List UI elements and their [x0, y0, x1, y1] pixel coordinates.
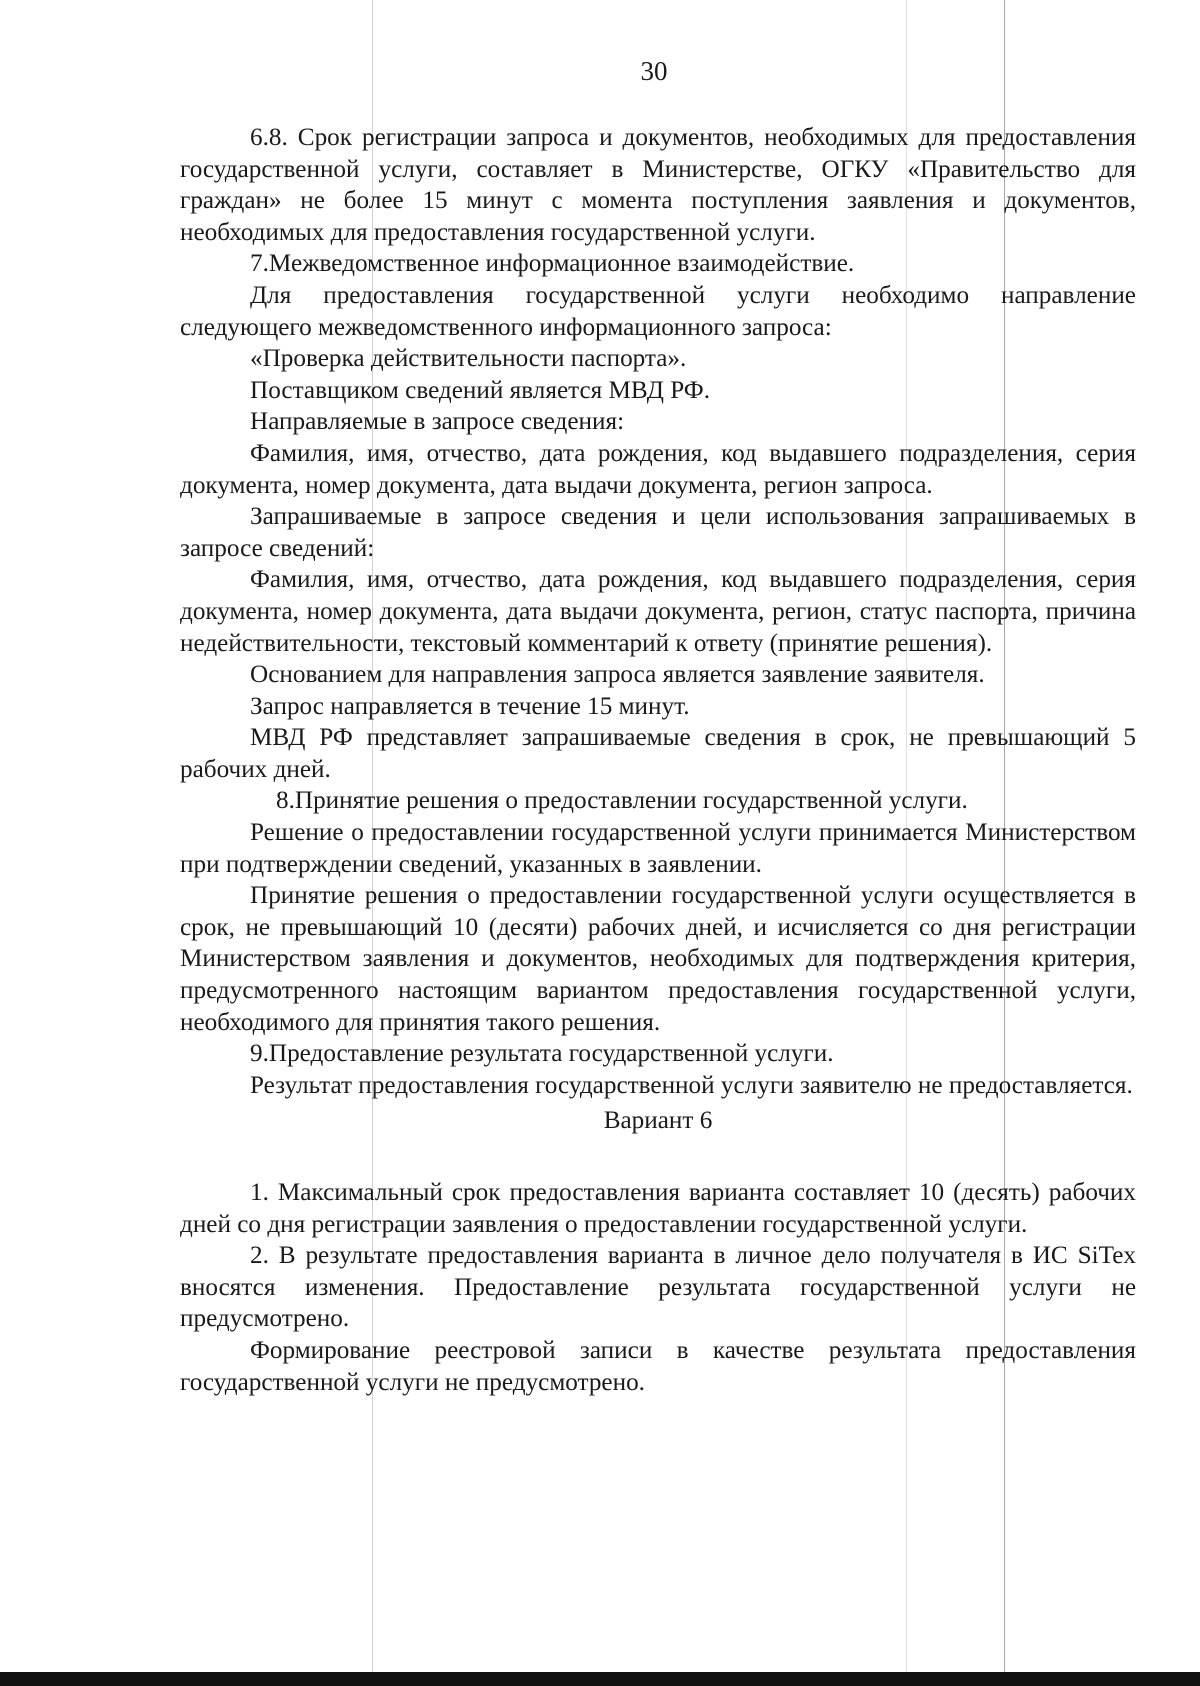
paragraph: Направляемые в запросе сведения:	[250, 408, 625, 436]
paragraph: Запрос направляется в течение 15 минут.	[250, 692, 690, 720]
variant-heading: Вариант 6	[603, 1107, 713, 1135]
paragraph: Решение о предоставлении государственной услуги принимается Министерством при подтверждении сведений, указанных в заявлении.	[180, 819, 1136, 878]
paragraph: 1. Максимальный срок предоставления варианта составляет 10 (десять) рабочих дней со дня регистрации заявления о предоставлении государственной услуги.	[180, 1179, 1136, 1238]
section-7-title: 7.Межведомственное информационное взаимодействие.	[250, 250, 855, 278]
scan-bottom-edge	[0, 1672, 1200, 1686]
paragraph: 2. В результате предоставления варианта в личное дело получателя в ИС SiTex вносятся изменения. Предоставление результата государственной услуги не предусмотрено.	[180, 1242, 1136, 1333]
section-9-title: 9.Предоставление результата государственной услуги.	[250, 1040, 834, 1068]
paragraph-6-8: 6.8. Срок регистрации запроса и документов, необходимых для предоставления государственной услуги, составляет в Министерстве, ОГКУ «Правительство для граждан» не более 15 минут с момента поступления заявления и документов, необходимых для предоставления государственной услуги.	[180, 124, 1136, 246]
paragraph: Для предоставления государственной услуги необходимо направление следующего межведомственного информационного запроса:	[180, 281, 1136, 341]
paragraph: Принятие решения о предоставлении государственной услуги осуществляется в срок, не превышающий 10 (десяти) рабочих дней, и исчисляется со дня регистрации Министерством заявления и документов, необходимых для подтверждения критерия, предусмотренного настоящим вариантом предоставления государственной услуги, необходимого для принятия такого решения.	[180, 882, 1136, 1036]
paragraph: Запрашиваемые в запросе сведения и цели использования запрашиваемых в запросе сведений:	[180, 503, 1136, 562]
page-number: 30	[640, 56, 668, 86]
paragraph: Основанием для направления запроса является заявление заявителя.	[250, 661, 985, 689]
paragraph: Фамилия, имя, отчество, дата рождения, код выдавшего подразделения, серия документа, номер документа, дата выдачи документа, регион, статус паспорта, причина недействительности, текстовый комментарий к ответу (принятие решения).	[180, 566, 1136, 657]
section-8-title: 8.Принятие решения о предоставлении государственной услуги.	[276, 787, 968, 815]
paragraph: «Проверка действительности паспорта».	[250, 345, 687, 373]
paragraph: Формирование реестровой записи в качестве результата предоставления государственной услуги не предусмотрено.	[180, 1336, 1136, 1396]
document-body	[180, 122, 1136, 1398]
paragraph: Результат предоставления государственной услуги заявителю не предоставляется.	[250, 1071, 1133, 1099]
paragraph: Поставщиком сведений является МВД РФ.	[250, 376, 711, 404]
paragraph: МВД РФ представляет запрашиваемые сведения в срок, не превышающий 5 рабочих дней.	[180, 724, 1136, 783]
paragraph: Фамилия, имя, отчество, дата рождения, код выдавшего подразделения, серия документа, номер документа, дата выдачи документа, регион запроса.	[180, 439, 1136, 499]
